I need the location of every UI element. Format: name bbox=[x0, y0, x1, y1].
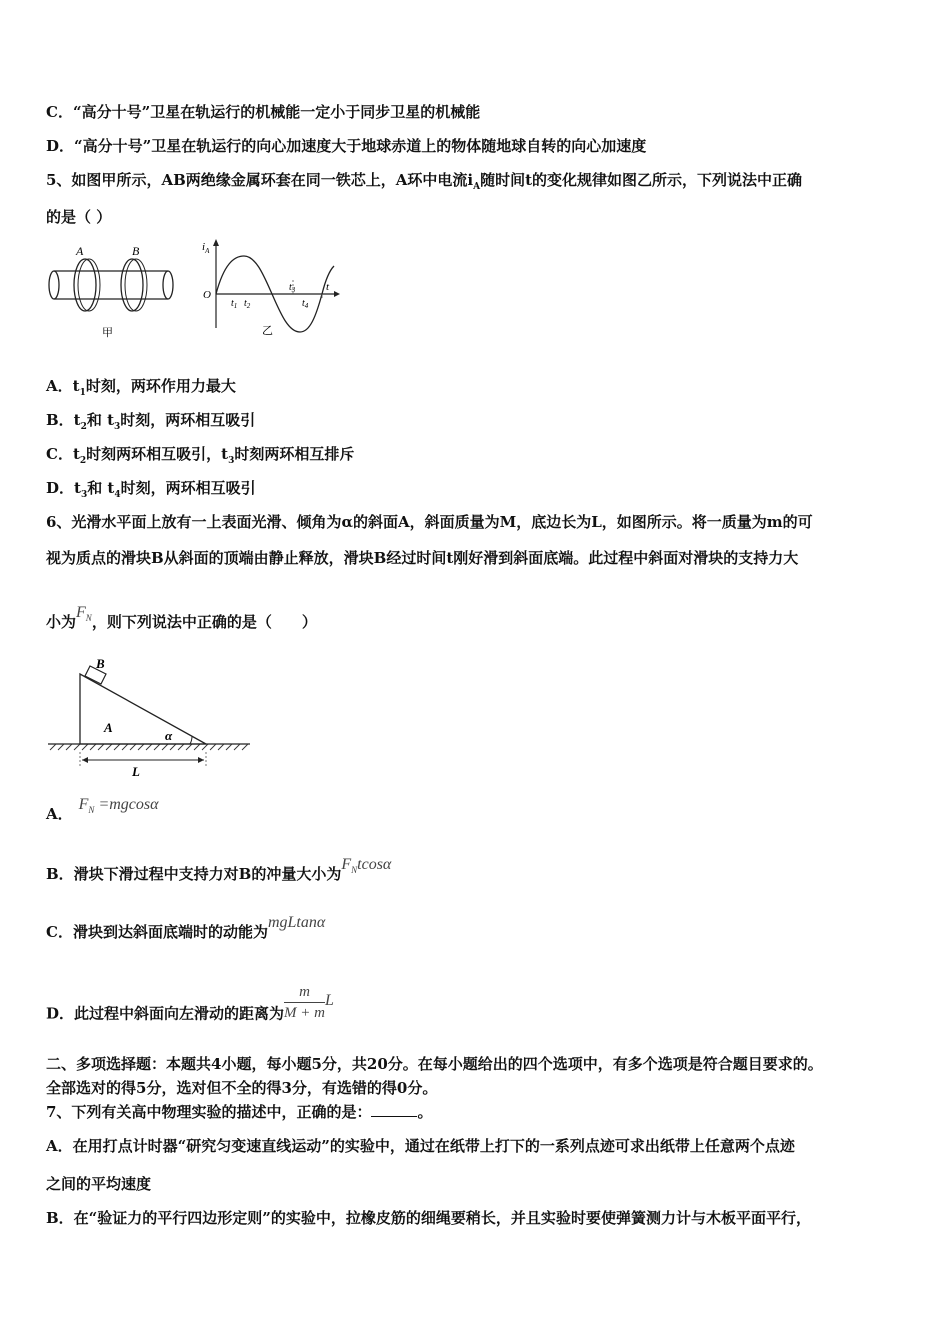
fig-yi-caption: 乙 bbox=[262, 325, 273, 336]
q6-option-a: A．$F_N =mgcos\alpha$ bbox=[46, 796, 159, 823]
q6-stem-line2: 视为质点的滑块B从斜面的顶端由静止释放，滑块B经过时间t刚好滑到斜面底端。此过程中斜面对滑块的支持力大 bbox=[46, 549, 799, 567]
q4-option-d: D．“高分十号”卫星在轨运行的向心加速度大于地球赤道上的物体随地球自转的向心加速度 bbox=[46, 137, 647, 155]
q5-stem-line1: 5、如图甲所示，AB两绝缘金属环套在同一铁芯上，A环中电流$i_A$随时间t的变化规律如图乙所示，下列说法中正确 bbox=[46, 171, 803, 192]
section2-heading-line2: 全部选对的得5分，选对但不全的得3分，有选错的得0分。 bbox=[46, 1079, 438, 1097]
y-axis-label: $i_A$ bbox=[202, 241, 210, 255]
section2-heading-line1: 二、多项选择题：本题共4小题，每小题5分，共20分。在每小题给出的四个选项中，有多个选项是符合题目要求的。 bbox=[46, 1055, 823, 1073]
t2-label: $t_2$ bbox=[244, 298, 251, 310]
q5-figure-rings bbox=[40, 238, 190, 338]
q6-option-c: C．滑块到达斜面底端时的动能为mgLtanα bbox=[46, 914, 326, 941]
q5-option-a: A．$t_1$时刻，两环作用力最大 bbox=[46, 377, 236, 398]
answer-blank bbox=[371, 1102, 417, 1117]
q5-option-c: C．$t_2$时刻两环相互吸引，$t_3$时刻两环相互排斥 bbox=[46, 445, 355, 466]
q5-option-d: D．$t_3$和 $t_4$时刻，两环相互吸引 bbox=[46, 479, 256, 500]
q5-stem-line2: 的是（ ） bbox=[46, 208, 112, 226]
q6-option-d: D．此过程中斜面向左滑动的距离为 $\frac{m}{M + m}$ L bbox=[46, 984, 334, 1023]
x-axis-label: t bbox=[326, 281, 330, 293]
block-b-label: B bbox=[96, 656, 105, 671]
q6-figure-incline bbox=[44, 652, 254, 782]
q6-option-b: B．滑块下滑过程中支持力对B的冲量大小为$F_Ntcos\alpha$ bbox=[46, 856, 392, 883]
origin-label: O bbox=[203, 289, 211, 301]
fig-jia-caption: 甲 bbox=[102, 327, 113, 338]
q6-stem-line3: 小为$F_N$，则下列说法中正确的是（ ） bbox=[46, 604, 317, 631]
q4-option-c: C．“高分十号”卫星在轨运行的机械能一定小于同步卫星的机械能 bbox=[46, 103, 481, 121]
wedge-a-label: A bbox=[104, 720, 113, 735]
angle-label: α bbox=[165, 728, 173, 743]
q5-option-b: B．$t_2$和 $t_3$时刻，两环相互吸引 bbox=[46, 411, 256, 432]
q7-option-b-line1: B．在“验证力的平行四边形定则”的实验中，拉橡皮筋的细绳要稍长，并且实验时要使弹簧测力计与木板平面平行， bbox=[46, 1209, 811, 1227]
q6-stem-line1: 6、光滑水平面上放有一上表面光滑、倾角为α的斜面A，斜面质量为M，底边长为L，如图所示。将一质量为m的可 bbox=[46, 513, 813, 531]
q5-figure-current-graph bbox=[198, 236, 348, 336]
t3-label: $t_3$ bbox=[289, 282, 296, 294]
q7-option-a-line2: 之间的平均速度 bbox=[46, 1175, 152, 1193]
base-l-label: L bbox=[132, 764, 140, 779]
ring-a-label: A bbox=[76, 244, 84, 258]
q7-stem: 7、下列有关高中物理实验的描述中，正确的是： 。 bbox=[46, 1103, 433, 1121]
t1-label: $t_1$ bbox=[231, 298, 238, 310]
t4-label: $t_4$ bbox=[302, 298, 309, 310]
q7-option-a-line1: A．在用打点计时器“研究匀变速直线运动”的实验中，通过在纸带上打下的一系列点迹可求出纸带上任意两个点迹 bbox=[46, 1137, 795, 1155]
ring-b-label: B bbox=[132, 244, 140, 258]
